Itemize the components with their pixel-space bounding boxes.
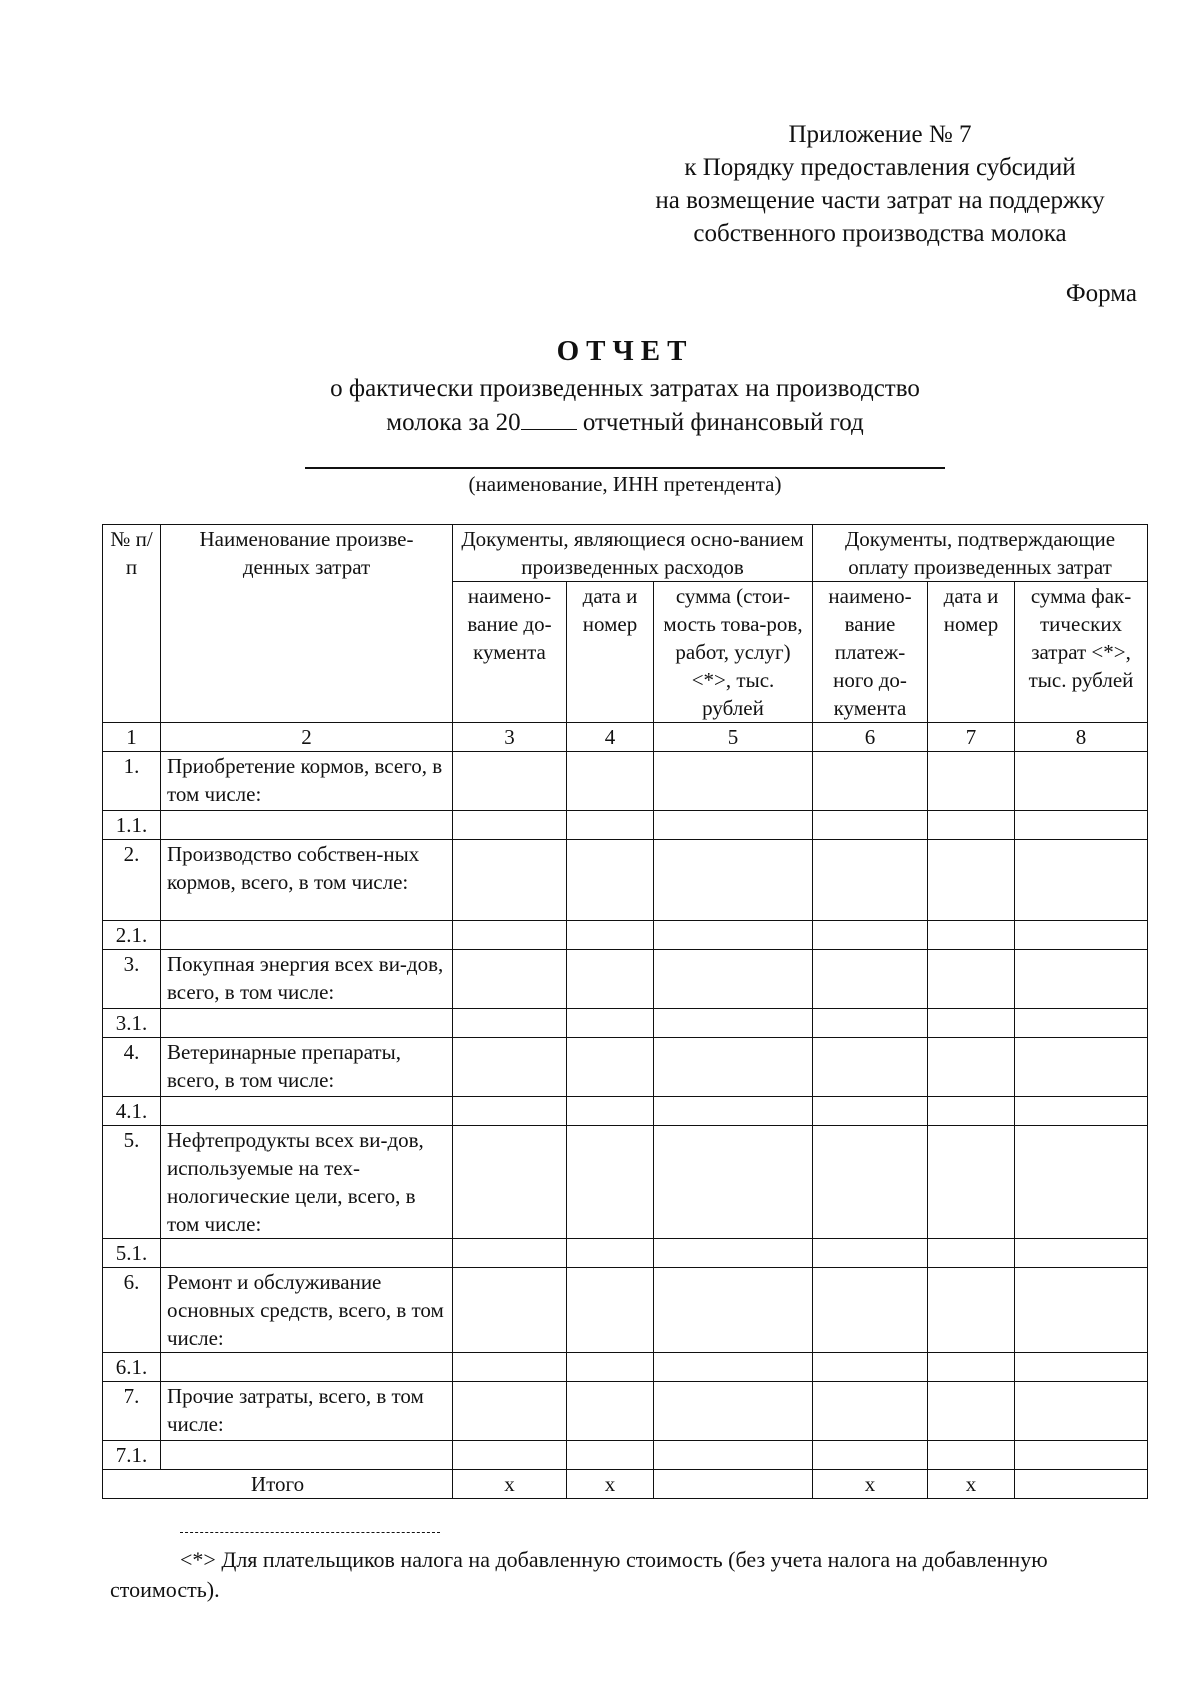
row-cell-col-5[interactable] [654,1353,813,1382]
row-cell-col-3[interactable] [453,1382,567,1441]
row-number: 6. [103,1268,161,1353]
header-col-5: сумма (стои-мость това-ров, работ, услуг) <*>, тыс. рублей [654,582,813,723]
row-cell-col-3[interactable] [453,811,567,840]
header-name: Наименование произве-денных затрат [161,525,453,723]
appendix-line-1: Приложение № 7 [788,121,972,148]
row-cell-col-7[interactable] [928,840,1015,921]
header-col-6: наимено-вание платеж-ного до-кумента [813,582,928,723]
row-cell-col-7[interactable] [928,1268,1015,1353]
row-number: 3. [103,950,161,1009]
total-cell-c8[interactable] [1015,1470,1148,1499]
row-expense-name: Ветеринарные препараты, всего, в том числе: [161,1038,453,1097]
row-cell-col-6[interactable] [813,1126,928,1239]
col-number-cell: 4 [567,723,654,752]
row-cell-col-6[interactable] [813,1382,928,1441]
row-cell-col-4[interactable] [567,1441,654,1470]
row-cell-col-4[interactable] [567,1268,654,1353]
row-cell-col-7[interactable] [928,811,1015,840]
header-col-7: дата и номер [928,582,1015,723]
row-cell-col-4[interactable] [567,1239,654,1268]
header-col-4: дата и номер [567,582,654,723]
row-cell-col-8[interactable] [1015,1382,1148,1441]
total-cell-c7: х [928,1470,1015,1499]
row-cell-col-3[interactable] [453,1353,567,1382]
appendix-block [600,118,1160,250]
table-row [103,1441,1148,1470]
row-cell-col-5[interactable] [654,1097,813,1126]
appendix-line-4: собственного производства молока [693,220,1067,247]
row-cell-col-5[interactable] [654,840,813,921]
row-cell-col-7[interactable] [928,1097,1015,1126]
row-cell-col-8[interactable] [1015,1097,1148,1126]
row-cell-col-5[interactable] [654,752,813,811]
row-cell-col-8[interactable] [1015,1126,1148,1239]
row-expense-name [161,1239,453,1268]
applicant-name-line[interactable] [305,467,945,469]
row-cell-col-8[interactable] [1015,1353,1148,1382]
col-number-cell: 2 [161,723,453,752]
report-table [102,524,1148,1499]
table-row [103,1239,1148,1268]
row-cell-col-8[interactable] [1015,1038,1148,1097]
table-row [103,752,1148,811]
row-cell-col-8[interactable] [1015,950,1148,1009]
subtitle-line-1: о фактически произведенных затратах на производство [330,375,920,402]
col-number-cell: 6 [813,723,928,752]
row-cell-col-7[interactable] [928,1038,1015,1097]
row-cell-col-3[interactable] [453,1097,567,1126]
header-group-basis-docs: Документы, являющиеся осно-ванием произведенных расходов [453,525,813,582]
total-cell-c6: х [813,1470,928,1499]
total-cell-c4: х [567,1470,654,1499]
row-cell-col-3[interactable] [453,840,567,921]
row-cell-col-4[interactable] [567,1097,654,1126]
row-cell-col-3[interactable] [453,752,567,811]
row-expense-name [161,1097,453,1126]
row-cell-col-3[interactable] [453,1009,567,1038]
row-cell-col-6[interactable] [813,1038,928,1097]
row-cell-col-7[interactable] [928,752,1015,811]
column-number-row [103,723,1148,752]
row-expense-name [161,1441,453,1470]
year-blank-field[interactable] [521,409,577,430]
table-row [103,950,1148,1009]
row-cell-col-8[interactable] [1015,1239,1148,1268]
table-row [103,840,1148,921]
report-subtitle [0,372,1200,440]
row-cell-col-4[interactable] [567,840,654,921]
row-cell-col-6[interactable] [813,950,928,1009]
table-row [103,1268,1148,1353]
row-cell-col-6[interactable] [813,1097,928,1126]
row-cell-col-5[interactable] [654,1126,813,1239]
row-cell-col-5[interactable] [654,1239,813,1268]
row-cell-col-6[interactable] [813,840,928,921]
table-row [103,1382,1148,1441]
header-group-payment-docs: Документы, подтверждающие оплату произведенных затрат [813,525,1148,582]
row-cell-col-4[interactable] [567,752,654,811]
row-number: 4.1. [103,1097,161,1126]
row-cell-col-7[interactable] [928,1009,1015,1038]
row-cell-col-6[interactable] [813,921,928,950]
col-number-cell: 5 [654,723,813,752]
row-cell-col-5[interactable] [654,921,813,950]
row-cell-col-4[interactable] [567,1126,654,1239]
row-cell-col-7[interactable] [928,1239,1015,1268]
table-row [103,1126,1148,1239]
row-cell-col-4[interactable] [567,1038,654,1097]
table-row [103,1009,1148,1038]
row-cell-col-4[interactable] [567,1353,654,1382]
applicant-name-caption: (наименование, ИНН претендента) [468,472,782,496]
col-number-cell: 8 [1015,723,1148,752]
row-number: 6.1. [103,1353,161,1382]
row-number: 1. [103,752,161,811]
report-title: ОТЧЕТ [556,335,694,367]
row-cell-col-8[interactable] [1015,1268,1148,1353]
row-cell-col-8[interactable] [1015,752,1148,811]
row-cell-col-6[interactable] [813,1009,928,1038]
total-label: Итого [103,1470,453,1499]
row-cell-col-7[interactable] [928,1441,1015,1470]
row-cell-col-5[interactable] [654,1441,813,1470]
row-expense-name: Ремонт и обслуживание основных средств, всего, в том числе: [161,1268,453,1353]
row-cell-col-8[interactable] [1015,840,1148,921]
col-number-cell: 7 [928,723,1015,752]
row-number: 2. [103,840,161,921]
appendix-line-2: к Порядку предоставления субсидий [684,154,1076,181]
row-number: 4. [103,1038,161,1097]
row-cell-col-3[interactable] [453,1441,567,1470]
row-cell-col-5[interactable] [654,1382,813,1441]
row-cell-col-8[interactable] [1015,811,1148,840]
row-expense-name: Покупная энергия всех ви-дов, всего, в том числе: [161,950,453,1009]
row-cell-col-7[interactable] [928,921,1015,950]
header-col-8: сумма фак-тических затрат <*>, тыс. рублей [1015,582,1148,723]
row-cell-col-5[interactable] [654,1009,813,1038]
row-cell-col-6[interactable] [813,1239,928,1268]
total-row [103,1470,1148,1499]
total-cell-c5[interactable] [654,1470,813,1499]
row-number: 2.1. [103,921,161,950]
row-cell-col-3[interactable] [453,1268,567,1353]
row-number: 5. [103,1126,161,1239]
table-row [103,811,1148,840]
header-row-1 [103,525,1148,582]
row-expense-name: Производство собствен-ных кормов, всего, в том числе: [161,840,453,921]
col-number-cell: 1 [103,723,161,752]
row-cell-col-6[interactable] [813,811,928,840]
row-cell-col-4[interactable] [567,1009,654,1038]
header-col-3: наимено-вание до-кумента [453,582,567,723]
row-cell-col-7[interactable] [928,950,1015,1009]
total-cell-c3: х [453,1470,567,1499]
col-number-cell: 3 [453,723,567,752]
header-num: № п/п [103,525,161,723]
row-cell-col-8[interactable] [1015,1441,1148,1470]
row-cell-col-7[interactable] [928,1126,1015,1239]
row-expense-name [161,1009,453,1038]
appendix-line-3: на возмещение части затрат на поддержку [655,187,1105,214]
subtitle-line-2 [0,406,1200,440]
row-cell-col-4[interactable] [567,1382,654,1441]
row-cell-col-3[interactable] [453,1239,567,1268]
row-expense-name: Нефтепродукты всех ви-дов, используемые на тех-нологические цели, всего, в том числе: [161,1126,453,1239]
row-number: 1.1. [103,811,161,840]
row-cell-col-3[interactable] [453,1126,567,1239]
row-cell-col-4[interactable] [567,950,654,1009]
row-cell-col-8[interactable] [1015,921,1148,950]
row-cell-col-5[interactable] [654,1268,813,1353]
row-expense-name: Прочие затраты, всего, в том числе: [161,1382,453,1441]
row-cell-col-3[interactable] [453,921,567,950]
row-number: 5.1. [103,1239,161,1268]
row-cell-col-3[interactable] [453,1038,567,1097]
table-row [103,1353,1148,1382]
subtitle-year-prefix: молока за 20 [386,409,521,436]
row-expense-name [161,1353,453,1382]
row-cell-col-4[interactable] [567,811,654,840]
table-row [103,1097,1148,1126]
row-cell-col-5[interactable] [654,950,813,1009]
row-cell-col-5[interactable] [654,811,813,840]
row-cell-col-5[interactable] [654,1038,813,1097]
row-cell-col-7[interactable] [928,1382,1015,1441]
row-expense-name [161,921,453,950]
subtitle-year-suffix: отчетный финансовый год [576,409,864,436]
row-number: 7. [103,1382,161,1441]
row-number: 7.1. [103,1441,161,1470]
row-expense-name: Приобретение кормов, всего, в том числе: [161,752,453,811]
row-cell-col-8[interactable] [1015,1009,1148,1038]
row-cell-col-4[interactable] [567,921,654,950]
table-row [103,921,1148,950]
row-expense-name [161,811,453,840]
footnote-separator [180,1532,440,1533]
row-cell-col-3[interactable] [453,950,567,1009]
form-label: Форма [1065,280,1137,307]
row-number: 3.1. [103,1009,161,1038]
row-cell-col-6[interactable] [813,752,928,811]
row-cell-col-6[interactable] [813,1353,928,1382]
row-cell-col-6[interactable] [813,1441,928,1470]
table-row [103,1038,1148,1097]
footnote: <*> Для плательщиков налога на добавленную стоимость (без учета налога на добавленную стоимость). [110,1547,1048,1602]
row-cell-col-7[interactable] [928,1353,1015,1382]
row-cell-col-6[interactable] [813,1268,928,1353]
